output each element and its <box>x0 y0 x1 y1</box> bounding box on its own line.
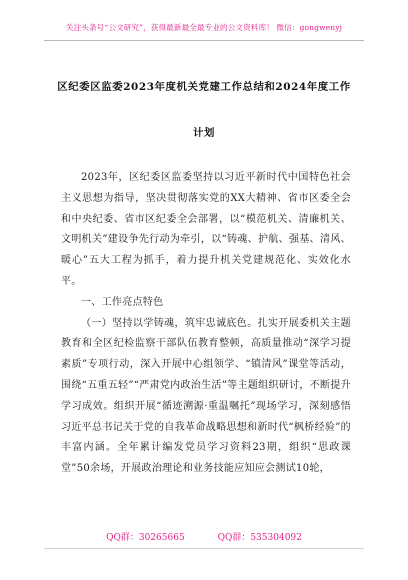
document-title-line-2: 计划 <box>193 127 215 139</box>
section-heading: 一、工作亮点特色 <box>81 296 164 308</box>
intro-paragraph: 2023年，区纪委区监委坚持以习近平新时代中国特色社会主义思想为指导，坚决贯彻落实党的XX大精神、省市区委全会和中央纪委、省市区纪委全会部署，以“模范机关、清廉机关、文明机关”建设争先行动为牵引，以“铸魂、护航、强基、清风、暖心”五大工程为抓手，着力提升机关党建规范化、实效化水平。 <box>61 172 351 287</box>
footer-qq-group-1: QQ群：30265665 <box>106 533 185 543</box>
header-divider <box>44 40 364 41</box>
document-body <box>61 168 351 480</box>
footer-qq-group-2: QQ群：535304092 <box>217 533 302 543</box>
body-paragraph: （一）坚持以学铸魂，筑牢忠诚底色。扎实开展委机关主题教育和全区纪检监察干部队伍教育整顿，高质量推动“深学习提素质”专项行动，深入开展中心组领学、“镇清风”课堂等活动，围绕“五重五轻”“严肃党内政治生活”等主题组织研讨，不断提升学习成效。组织开展“循迹溯源·重温嘱托”现场学习，深刻感悟习近平总书记关于党的自我革命战略思想和新时代“枫桥经验”的丰富内涵。全年累计编发党员学习资料23期，组织“思政课堂”50余场，开展政治理论和业务技能应知应会测试10轮， <box>61 317 351 475</box>
header-banner: 关注头条号“公文研究”，获得最新最全最专业的公文资料库！ 微信：gongwenyj <box>65 23 343 32</box>
footer-contact <box>0 530 408 543</box>
footer-divider <box>44 548 364 549</box>
document-title <box>50 80 358 140</box>
document-title-line-1: 区纪委区监委2023年度机关党建工作总结和2024年度工作 <box>57 81 351 93</box>
